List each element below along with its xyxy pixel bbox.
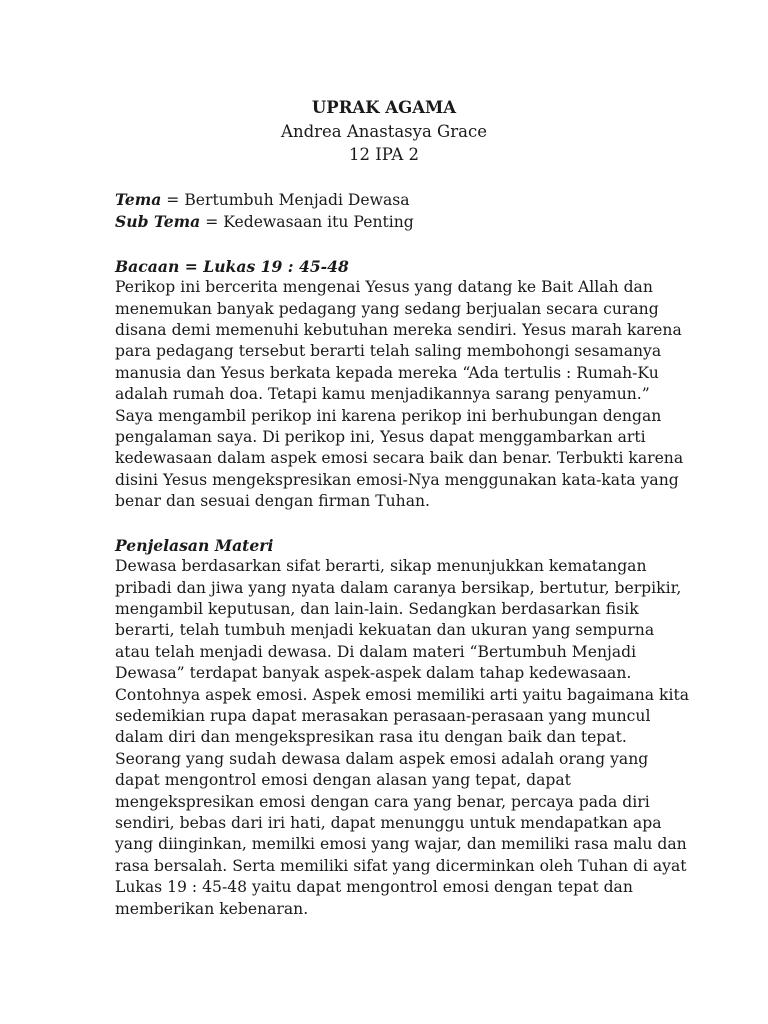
bacaan-heading: Bacaan = Lukas 19 : 45-48 [115, 256, 349, 276]
document-body [115, 189, 690, 920]
paragraph-line: disana demi memenuhi kebutuhan mereka sendiri. Yesus marah karena [115, 321, 682, 340]
paragraph-line: adalah rumah doa. Tetapi kamu menjadikannya sarang penyamun.” [115, 385, 650, 404]
paragraph-line: manusia dan Yesus berkata kepada mereka “Ada tertulis : Rumah-Ku [115, 363, 659, 382]
class-name: 12 IPA 2 [348, 145, 419, 164]
tema-label: Tema [115, 190, 162, 209]
paragraph-line: berarti, telah tumbuh menjadi kekuatan dan ukuran yang sempurna [115, 621, 655, 640]
paragraph-line: dalam diri dan mengekspresikan rasa itu dengan baik dan tepat. [115, 728, 627, 747]
paragraph-line: benar dan sesuai dengan firman Tuhan. [115, 492, 431, 511]
tema-line [115, 189, 675, 211]
paragraph-line: atau telah menjadi dewasa. Di dalam materi “Bertumbuh Menjadi [115, 642, 637, 661]
paragraph-line: memberikan kebenaran. [115, 899, 309, 918]
paragraph-line: sedemikian rupa dapat merasakan perasaan-perasaan yang muncul [115, 706, 651, 725]
author-name: Andrea Anastasya Grace [281, 121, 487, 141]
paragraph-line: sendiri, bebas dari iri hati, dapat menunggu untuk mendapatkan apa [115, 813, 662, 832]
paragraph-line: pengalaman saya. Di perikop ini, Yesus dapat menggambarkan arti [115, 428, 646, 447]
paragraph-line: rasa bersalah. Serta memiliki sifat yang dicerminkan oleh Tuhan di ayat [115, 856, 687, 875]
paragraph-line: Lukas 19 : 45-48 yaitu dapat mengontrol emosi dengan tepat dan [115, 878, 633, 897]
paragraph-line: Saya mengambil perikop ini karena perikop ini berhubungan dengan [115, 406, 662, 425]
subtema-value: = Kedewasaan itu Penting [200, 213, 414, 232]
paragraph-line: mengekspresikan emosi dengan cara yang benar, percaya pada diri [115, 792, 650, 811]
paragraph-line: para pedagang tersebut berarti telah saling membohongi sesamanya [115, 342, 662, 361]
paragraph-line: yang diinginkan, memilki emosi yang wajar, dan memiliki rasa malu dan [115, 835, 687, 854]
paragraph-line: Perikop ini bercerita mengenai Yesus yang datang ke Bait Allah dan [115, 278, 653, 297]
paragraph-line: Contohnya aspek emosi. Aspek emosi memiliki arti yaitu bagaimana kita [115, 685, 690, 704]
subtema-label: Sub Tema [115, 212, 201, 232]
document-title: UPRAK AGAMA [311, 98, 457, 117]
paragraph-line: Dewasa” terdapat banyak aspek-aspek dalam tahap kedewasaan. [115, 664, 632, 683]
paragraph-line: Dewasa berdasarkan sifat berarti, sikap menunjukkan kematangan [115, 557, 647, 576]
paragraph-line: mengambil keputusan, dan lain-lain. Sedangkan berdasarkan fisik [115, 599, 639, 618]
tema-value: = Bertumbuh Menjadi Dewasa [161, 191, 410, 209]
paragraph-line: kedewasaan dalam aspek emosi secara baik dan benar. Terbukti karena [115, 449, 684, 468]
materi-heading: Penjelasan Materi [115, 535, 274, 555]
paragraph-line: menemukan banyak pedagang yang sedang berjualan secara curang [115, 299, 659, 318]
subtema-line [115, 211, 675, 233]
paragraph-line: dapat mengontrol emosi dengan alasan yang tepat, dapat [115, 771, 571, 790]
paragraph-line: pribadi dan jiwa yang nyata dalam caranya bersikap, bertutur, berpikir, [115, 578, 682, 597]
paragraph-line: Seorang yang sudah dewasa dalam aspek emosi adalah orang yang [115, 749, 649, 768]
document-header [0, 96, 768, 167]
paragraph-line: disini Yesus mengekspresikan emosi-Nya menggunakan kata-kata yang [115, 470, 679, 489]
materi-paragraph [115, 556, 690, 920]
bacaan-paragraph [115, 277, 684, 512]
